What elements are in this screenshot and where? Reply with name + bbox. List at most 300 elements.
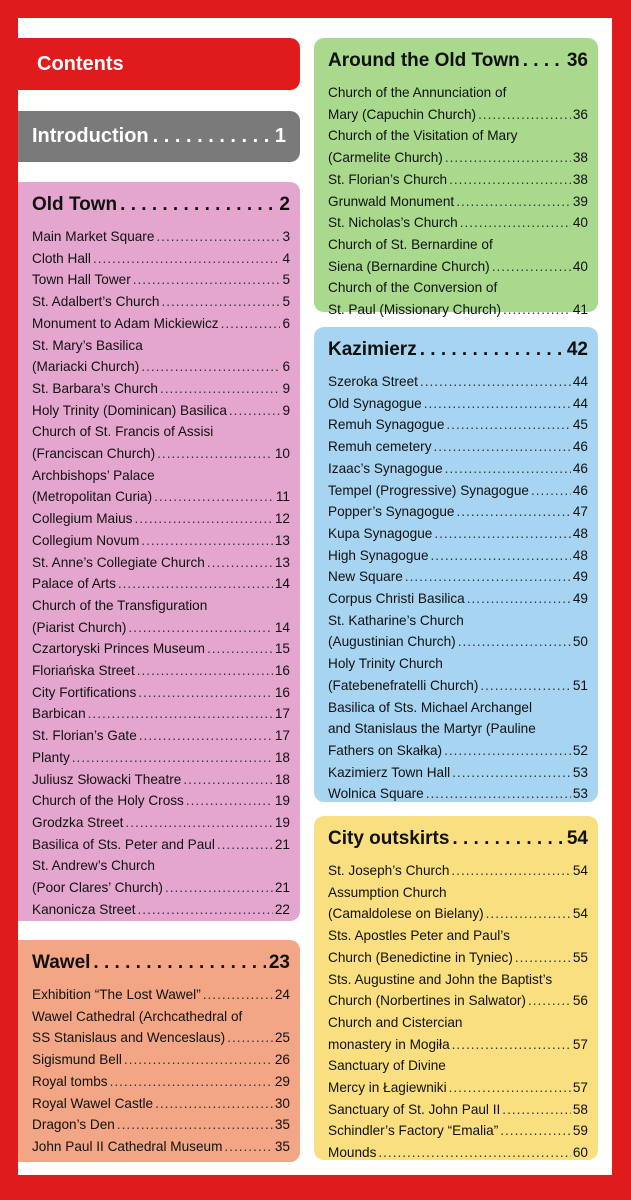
toc-entry-page: 13 bbox=[274, 532, 290, 548]
leader-dots bbox=[486, 903, 571, 925]
toc-entry[interactable] bbox=[32, 335, 290, 378]
toc-entry-line bbox=[328, 990, 588, 1012]
toc-entry-line bbox=[328, 762, 588, 784]
toc-entry-label: Church of the Conversion of bbox=[328, 280, 498, 296]
toc-entry[interactable] bbox=[32, 1093, 290, 1115]
introduction-page: 1 bbox=[274, 125, 286, 147]
toc-entry-label: Sanctuary of Divine bbox=[328, 1058, 446, 1074]
toc-entry-page: 46 bbox=[572, 482, 588, 498]
toc-entry-page: 35 bbox=[274, 1117, 290, 1133]
toc-entry-line bbox=[328, 501, 588, 523]
toc-entry[interactable] bbox=[32, 899, 290, 921]
leader-dots bbox=[161, 291, 280, 313]
toc-entry-line bbox=[328, 436, 588, 458]
toc-entry[interactable] bbox=[328, 480, 588, 502]
toc-entry-line bbox=[32, 269, 290, 291]
toc-entry-label: Mercy in Łagiewniki bbox=[328, 1080, 447, 1096]
leader-dots bbox=[452, 1034, 571, 1056]
toc-entry-line bbox=[32, 769, 290, 791]
toc-entry-label: Assumption Church bbox=[328, 884, 447, 900]
leader-dots bbox=[446, 414, 570, 436]
toc-entry[interactable] bbox=[32, 552, 290, 574]
leader-dots bbox=[124, 1049, 273, 1071]
toc-entry-page: 48 bbox=[572, 547, 588, 563]
toc-entry-label: Palace of Arts bbox=[32, 576, 116, 592]
toc-entry[interactable] bbox=[328, 762, 588, 784]
toc-entry[interactable] bbox=[328, 1142, 588, 1164]
section-heading[interactable] bbox=[32, 194, 290, 224]
leader-dots bbox=[217, 834, 273, 856]
toc-entry-label: St. Mary’s Basilica bbox=[32, 337, 143, 353]
toc-entry-page: 18 bbox=[274, 771, 290, 787]
toc-entry-label: Juliusz Słowacki Theatre bbox=[32, 771, 182, 787]
toc-entry-page: 55 bbox=[572, 949, 588, 965]
section-title: Kazimierz bbox=[328, 339, 417, 360]
toc-entry[interactable] bbox=[328, 125, 588, 168]
leader-dots bbox=[141, 356, 280, 378]
toc-entry-label: Grodzka Street bbox=[32, 814, 124, 830]
section-heading[interactable] bbox=[32, 952, 290, 982]
toc-entry-line bbox=[328, 860, 588, 882]
toc-entry-label: Collegium Novum bbox=[32, 532, 140, 548]
toc-entry[interactable] bbox=[328, 545, 588, 567]
toc-entry[interactable] bbox=[32, 291, 290, 313]
toc-entry-line bbox=[32, 1093, 290, 1115]
toc-entry-line bbox=[32, 552, 290, 574]
leader-dots bbox=[125, 812, 272, 834]
toc-entry-page: 3 bbox=[282, 229, 290, 244]
toc-entry[interactable] bbox=[328, 588, 588, 610]
leader-dots bbox=[426, 783, 571, 805]
section-title: Wawel bbox=[32, 952, 91, 973]
toc-entry-label: St. Katharine’s Church bbox=[328, 612, 464, 628]
leader-dots bbox=[467, 588, 571, 610]
toc-entry-line bbox=[328, 631, 588, 653]
toc-entry-label: Royal tombs bbox=[32, 1073, 108, 1089]
toc-entry-label: Popper’s Synagogue bbox=[328, 504, 455, 520]
toc-entry-page: 49 bbox=[572, 569, 588, 585]
toc-entry-line bbox=[32, 725, 290, 747]
toc-entry[interactable] bbox=[328, 523, 588, 545]
toc-entry-page: 47 bbox=[572, 504, 588, 520]
toc-entry-line bbox=[32, 421, 290, 443]
toc-entry-label: Kazimierz Town Hall bbox=[328, 764, 451, 780]
toc-entry[interactable] bbox=[328, 653, 588, 696]
leader-dots bbox=[133, 269, 281, 291]
toc-entry-line bbox=[328, 969, 588, 991]
toc-entry-page: 40 bbox=[572, 258, 588, 274]
toc-entry-page: 57 bbox=[572, 1036, 588, 1052]
toc-entry[interactable] bbox=[32, 747, 290, 769]
section-heading[interactable] bbox=[328, 828, 588, 858]
toc-entry[interactable] bbox=[32, 638, 290, 660]
toc-entry-line bbox=[32, 465, 290, 487]
toc-entry-page: 17 bbox=[274, 706, 290, 722]
toc-entry-page: 5 bbox=[282, 294, 290, 310]
toc-entry[interactable] bbox=[32, 984, 290, 1006]
toc-entry-line bbox=[32, 573, 290, 595]
toc-entry[interactable] bbox=[328, 1099, 588, 1121]
toc-entry-page: 26 bbox=[274, 1052, 290, 1068]
toc-entry[interactable] bbox=[32, 226, 290, 248]
toc-entry[interactable] bbox=[328, 393, 588, 415]
toc-entry-page: 44 bbox=[572, 395, 588, 411]
toc-entry-line bbox=[32, 682, 290, 704]
leader-dots bbox=[93, 952, 265, 974]
toc-entry-page: 48 bbox=[572, 525, 588, 541]
toc-entry-line bbox=[328, 234, 588, 256]
toc-entry[interactable] bbox=[328, 882, 588, 925]
toc-entry[interactable] bbox=[328, 82, 588, 125]
toc-entry[interactable] bbox=[328, 458, 588, 480]
toc-entry-label: Wawel Cathedral (Archcathedral of bbox=[32, 1008, 243, 1024]
toc-entry[interactable] bbox=[328, 925, 588, 968]
toc-entry-label: Remuh cemetery bbox=[328, 439, 432, 455]
toc-entry-line bbox=[328, 523, 588, 545]
toc-entry[interactable] bbox=[32, 834, 290, 856]
toc-entry[interactable] bbox=[32, 248, 290, 270]
leader-dots bbox=[445, 147, 571, 169]
toc-entry-page: 60 bbox=[572, 1145, 588, 1161]
toc-entry-page: 19 bbox=[274, 814, 290, 830]
leader-dots bbox=[153, 125, 271, 148]
toc-entry-label: (Mariacki Church) bbox=[32, 359, 140, 375]
toc-entry-label: Basilica of Sts. Michael Archangel bbox=[328, 699, 533, 715]
toc-entry-label: Church of the Annunciation of bbox=[328, 85, 507, 100]
leader-dots bbox=[431, 545, 571, 567]
toc-entry[interactable] bbox=[328, 697, 588, 762]
section-heading[interactable] bbox=[328, 339, 588, 369]
toc-entry-page: 30 bbox=[274, 1095, 290, 1111]
toc-entry-page: 35 bbox=[274, 1138, 290, 1154]
toc-entry[interactable] bbox=[328, 610, 588, 653]
toc-entry-line bbox=[32, 1114, 290, 1136]
toc-entry-page: 25 bbox=[274, 1030, 290, 1046]
toc-entry[interactable] bbox=[32, 421, 290, 464]
leader-dots bbox=[523, 50, 564, 72]
toc-entry-label: Archbishops’ Palace bbox=[32, 467, 155, 483]
toc-entry-line bbox=[32, 790, 290, 812]
leader-dots bbox=[500, 1120, 571, 1142]
toc-entry[interactable] bbox=[328, 414, 588, 436]
toc-entry-line bbox=[328, 610, 588, 632]
leader-dots bbox=[452, 762, 571, 784]
toc-entry-page: 46 bbox=[572, 460, 588, 476]
toc-entry-line bbox=[328, 783, 588, 805]
toc-entry-label: Sigismund Bell bbox=[32, 1052, 122, 1068]
toc-entry-label: Wolnica Square bbox=[328, 786, 424, 802]
section-city-outskirts bbox=[314, 816, 598, 1160]
toc-entry[interactable] bbox=[328, 371, 588, 393]
toc-entry[interactable] bbox=[32, 1071, 290, 1093]
leader-dots bbox=[88, 703, 273, 725]
toc-entry[interactable] bbox=[32, 1114, 290, 1136]
toc-entry-page: 51 bbox=[572, 677, 588, 693]
toc-entry[interactable] bbox=[32, 313, 290, 335]
toc-entry-line bbox=[328, 1099, 588, 1121]
toc-entry-label: St. Andrew’s Church bbox=[32, 858, 155, 874]
toc-entry-line bbox=[32, 747, 290, 769]
toc-entry[interactable] bbox=[32, 703, 290, 725]
toc-entry-line bbox=[328, 545, 588, 567]
toc-entry-page: 14 bbox=[274, 576, 290, 592]
toc-entry-line bbox=[328, 191, 588, 213]
toc-entry[interactable] bbox=[32, 269, 290, 291]
toc-entry[interactable] bbox=[328, 1120, 588, 1142]
section-page: 54 bbox=[566, 828, 588, 849]
toc-entry-label: (Fatebenefratelli Church) bbox=[328, 677, 479, 693]
toc-entry-label: Sanctuary of St. John Paul II bbox=[328, 1101, 501, 1117]
toc-entry-line bbox=[32, 812, 290, 834]
toc-entry-page: 11 bbox=[275, 489, 290, 505]
leader-dots bbox=[445, 458, 571, 480]
leader-dots bbox=[531, 480, 571, 502]
toc-entry-page: 12 bbox=[274, 511, 290, 527]
toc-entry-line bbox=[328, 653, 588, 675]
leader-dots bbox=[165, 877, 273, 899]
toc-entry[interactable] bbox=[32, 725, 290, 747]
toc-entry-line bbox=[32, 378, 290, 400]
leader-dots bbox=[138, 682, 273, 704]
toc-entry-line bbox=[32, 400, 290, 422]
toc-entry[interactable] bbox=[32, 465, 290, 508]
toc-entry[interactable] bbox=[32, 769, 290, 791]
toc-entry-label: Church of the Transfiguration bbox=[32, 597, 208, 613]
toc-entry-line bbox=[328, 697, 588, 719]
leader-dots bbox=[405, 566, 571, 588]
toc-entry-label: New Square bbox=[328, 569, 403, 585]
toc-entry-line bbox=[32, 291, 290, 313]
leader-dots bbox=[378, 1142, 571, 1164]
leader-dots bbox=[229, 400, 281, 422]
toc-entry-label: Remuh Synagogue bbox=[328, 417, 445, 433]
toc-entry-page: 54 bbox=[572, 863, 588, 878]
leader-dots bbox=[156, 226, 280, 248]
toc-entry-label: Mary (Capuchin Church) bbox=[328, 106, 477, 122]
toc-entry-label: St. Barbara’s Church bbox=[32, 380, 158, 396]
toc-entry-page: 5 bbox=[282, 272, 290, 288]
toc-entry-label: monastery in Mogiła bbox=[328, 1036, 450, 1052]
leader-dots bbox=[456, 191, 571, 213]
toc-entry[interactable] bbox=[32, 595, 290, 638]
toc-entry-label: Church of St. Francis of Assisi bbox=[32, 424, 214, 440]
toc-entry-label: Mounds bbox=[328, 1145, 377, 1161]
toc-entry-line bbox=[32, 226, 290, 248]
toc-entry-page: 54 bbox=[572, 906, 588, 922]
toc-entry-page: 57 bbox=[572, 1080, 588, 1096]
toc-entry-label: Tempel (Progressive) Synagogue bbox=[328, 482, 529, 498]
leader-dots bbox=[227, 1027, 273, 1049]
contents-label: Contents bbox=[37, 53, 124, 75]
leader-dots bbox=[424, 393, 571, 415]
leader-dots bbox=[503, 299, 571, 321]
toc-entry-line bbox=[328, 1034, 588, 1056]
toc-entry-line bbox=[32, 248, 290, 270]
toc-entry-label: Dragon’s Den bbox=[32, 1117, 115, 1133]
toc-entry-label: Old Synagogue bbox=[328, 395, 422, 411]
toc-entry-page: 39 bbox=[572, 193, 588, 209]
toc-entry[interactable] bbox=[32, 1049, 290, 1071]
toc-entry-label: (Franciscan Church) bbox=[32, 446, 156, 462]
section-heading[interactable] bbox=[328, 50, 588, 80]
toc-entry-page: 6 bbox=[282, 315, 290, 331]
toc-entry[interactable] bbox=[328, 436, 588, 458]
toc-entry[interactable] bbox=[32, 378, 290, 400]
toc-entry-line bbox=[328, 588, 588, 610]
toc-entry[interactable] bbox=[328, 860, 588, 882]
toc-entry-line bbox=[328, 718, 588, 740]
toc-entry-line bbox=[328, 212, 588, 234]
toc-entry-label: Holy Trinity (Dominican) Basilica bbox=[32, 402, 227, 418]
leader-dots bbox=[451, 860, 570, 882]
toc-entry-label: St. Nicholas’s Church bbox=[328, 215, 458, 231]
toc-entry-page: 24 bbox=[274, 987, 290, 1002]
toc-entry-page: 38 bbox=[572, 150, 588, 166]
toc-entry-page: 14 bbox=[274, 619, 290, 635]
leader-dots bbox=[221, 313, 281, 335]
toc-entry[interactable] bbox=[328, 212, 588, 234]
toc-entry[interactable] bbox=[32, 812, 290, 834]
toc-entry[interactable] bbox=[328, 234, 588, 277]
toc-entry-label: Church (Benedictine in Tyniec) bbox=[328, 949, 513, 965]
toc-entry-label: Barbican bbox=[32, 706, 86, 722]
leader-dots bbox=[120, 194, 276, 216]
toc-entry-page: 13 bbox=[274, 554, 290, 570]
toc-entry-label: St. Joseph’s Church bbox=[328, 863, 450, 878]
toc-entry-page: 18 bbox=[274, 749, 290, 765]
leader-dots bbox=[155, 1093, 273, 1115]
leader-dots bbox=[456, 501, 570, 523]
toc-entry-label: Church of the Visitation of Mary bbox=[328, 128, 518, 144]
toc-entry-line bbox=[32, 443, 290, 465]
toc-entry-label: Corpus Christi Basilica bbox=[328, 591, 465, 607]
leader-dots bbox=[480, 675, 571, 697]
toc-entry-label: (Augustinian Church) bbox=[328, 634, 456, 650]
toc-entry-page: 59 bbox=[572, 1123, 588, 1139]
introduction-title: Introduction bbox=[32, 125, 149, 147]
toc-entry[interactable] bbox=[328, 169, 588, 191]
toc-entry-line bbox=[32, 703, 290, 725]
toc-entry-page: 16 bbox=[274, 663, 290, 679]
toc-entry-label: St. Paul (Missionary Church) bbox=[328, 302, 501, 318]
toc-entry-line bbox=[328, 277, 588, 299]
toc-entry-label: and Stanislaus the Martyr (Pauline bbox=[328, 721, 536, 737]
toc-entry[interactable] bbox=[32, 1136, 290, 1158]
toc-entry-label: Schindler’s Factory “Emalia” bbox=[328, 1123, 499, 1139]
toc-entry-page: 53 bbox=[572, 786, 588, 802]
leader-dots bbox=[138, 899, 273, 921]
toc-entry-label: Church of the Holy Cross bbox=[32, 793, 184, 809]
toc-entry[interactable] bbox=[328, 191, 588, 213]
toc-entry[interactable] bbox=[328, 969, 588, 1012]
toc-entry[interactable] bbox=[32, 660, 290, 682]
leader-dots bbox=[128, 617, 272, 639]
toc-entry-label: (Camaldolese on Bielany) bbox=[328, 906, 484, 922]
toc-entry[interactable] bbox=[328, 501, 588, 523]
toc-entry-page: 22 bbox=[274, 901, 290, 917]
toc-entry-line bbox=[32, 834, 290, 856]
toc-entry-page: 4 bbox=[282, 250, 290, 266]
leader-dots bbox=[452, 828, 563, 850]
toc-entry-label: Town Hall Tower bbox=[32, 272, 131, 288]
toc-entry-label: Siena (Bernardine Church) bbox=[328, 258, 490, 274]
leader-dots bbox=[203, 984, 273, 1006]
toc-entry-page: 15 bbox=[274, 641, 290, 657]
toc-entry-page: 49 bbox=[572, 591, 588, 607]
toc-entry[interactable] bbox=[32, 508, 290, 530]
toc-entry-line bbox=[328, 740, 588, 762]
leader-dots bbox=[449, 169, 571, 191]
leader-dots bbox=[141, 530, 273, 552]
toc-entry-page: 9 bbox=[282, 402, 290, 418]
toc-entry-line bbox=[32, 335, 290, 357]
toc-entry-label: (Metropolitan Curia) bbox=[32, 489, 153, 505]
leader-dots bbox=[449, 1077, 571, 1099]
contents-header bbox=[18, 38, 300, 90]
section-title: City outskirts bbox=[328, 828, 450, 849]
toc-entry[interactable] bbox=[328, 566, 588, 588]
toc-entry[interactable] bbox=[32, 682, 290, 704]
toc-entry[interactable] bbox=[328, 783, 588, 805]
toc-entry-label: High Synagogue bbox=[328, 547, 429, 563]
toc-entry-label: St. Florian’s Church bbox=[328, 171, 448, 187]
toc-entry-label: (Carmelite Church) bbox=[328, 150, 443, 166]
leader-dots bbox=[183, 769, 273, 791]
toc-entry-label: (Piarist Church) bbox=[32, 619, 127, 635]
toc-entry-page: 21 bbox=[274, 880, 290, 896]
toc-entry-label: Holy Trinity Church bbox=[328, 656, 443, 672]
leader-dots bbox=[139, 725, 273, 747]
toc-entry-label: John Paul II Cathedral Museum bbox=[32, 1138, 223, 1154]
section-wawel bbox=[18, 940, 300, 1162]
section-title: Old Town bbox=[32, 194, 118, 215]
leader-dots bbox=[93, 248, 281, 270]
toc-entry[interactable] bbox=[32, 855, 290, 898]
leader-dots bbox=[186, 790, 273, 812]
toc-entry-page: 17 bbox=[274, 728, 290, 744]
leader-dots bbox=[117, 1114, 273, 1136]
leader-dots bbox=[224, 1136, 272, 1158]
toc-entry[interactable] bbox=[32, 400, 290, 422]
toc-entry-line bbox=[328, 393, 588, 415]
toc-entry[interactable] bbox=[32, 573, 290, 595]
toc-entry[interactable] bbox=[32, 790, 290, 812]
toc-entry[interactable] bbox=[32, 530, 290, 552]
toc-entry-line bbox=[328, 82, 588, 104]
section-kazimierz bbox=[314, 327, 598, 802]
toc-entry[interactable] bbox=[328, 1012, 588, 1055]
toc-entry-page: 58 bbox=[572, 1101, 588, 1117]
introduction-link[interactable] bbox=[18, 111, 300, 162]
toc-entry-label: (Poor Clares’ Church) bbox=[32, 880, 163, 896]
toc-entry-label: Sts. Augustine and John the Baptist’s bbox=[328, 971, 553, 987]
toc-entry[interactable] bbox=[328, 1055, 588, 1098]
toc-entry-line bbox=[32, 1071, 290, 1093]
toc-entry-line bbox=[32, 984, 290, 1006]
leader-dots bbox=[420, 339, 564, 361]
leader-dots bbox=[118, 573, 273, 595]
toc-entry-line bbox=[32, 486, 290, 508]
toc-entry-label: City Fortifications bbox=[32, 684, 137, 700]
toc-entry[interactable] bbox=[32, 1006, 290, 1049]
toc-entry[interactable] bbox=[328, 277, 588, 320]
toc-entry-label: Main Market Square bbox=[32, 229, 155, 244]
toc-entry-label: Royal Wawel Castle bbox=[32, 1095, 154, 1111]
toc-entry-label: Fathers on Skałka) bbox=[328, 742, 443, 758]
toc-entry-label: Cloth Hall bbox=[32, 250, 91, 266]
leader-dots bbox=[434, 436, 571, 458]
toc-entry-line bbox=[32, 1027, 290, 1049]
